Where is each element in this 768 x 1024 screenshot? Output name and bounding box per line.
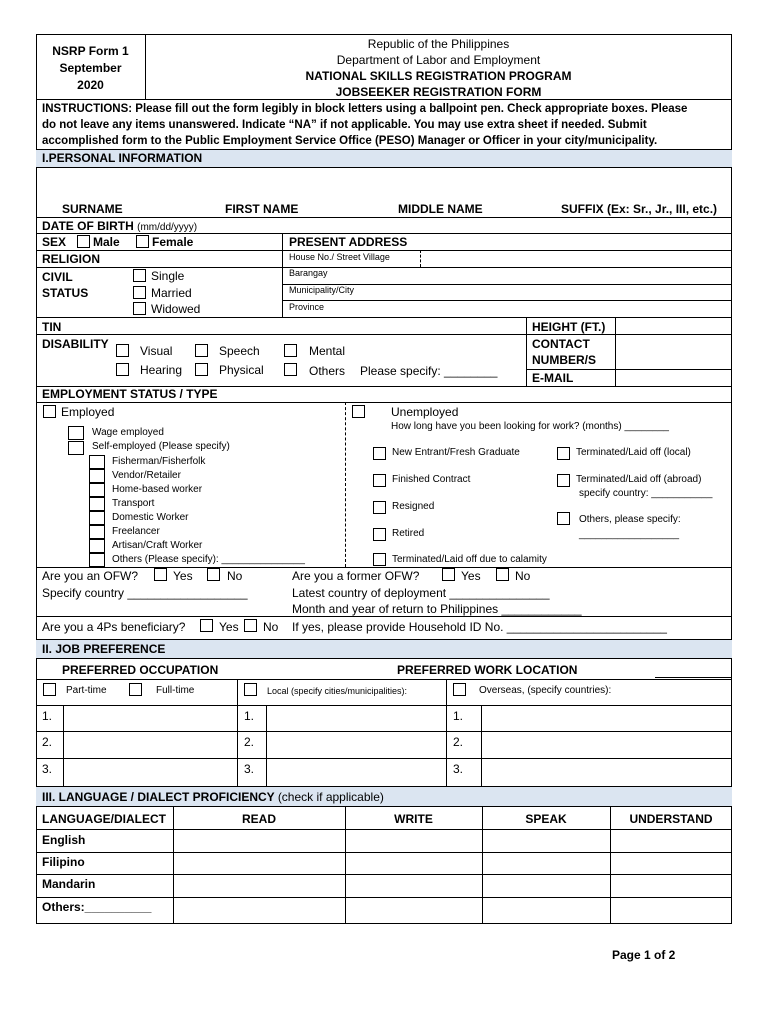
freelancer-checkbox[interactable] [89, 525, 105, 539]
are-ofw-label: Are you an OFW? [42, 569, 139, 583]
fourps-no-label: No [263, 620, 279, 634]
dob-label: DATE OF BIRTH (mm/dd/yyyy) [42, 219, 198, 233]
lang-header-write: WRITE [394, 812, 433, 826]
middle-name-label: MIDDLE NAME [398, 202, 483, 216]
fourps-label: Are you a 4Ps beneficiary? [42, 620, 186, 634]
transport-checkbox[interactable] [89, 497, 105, 511]
republic-line: Republic of the Philippines [367, 37, 510, 51]
full-time-checkbox[interactable] [129, 683, 142, 696]
ofw-yes-checkbox[interactable] [154, 568, 167, 581]
married-checkbox[interactable] [133, 286, 146, 299]
province-label: Province [289, 302, 325, 312]
unemployed-label: Unemployed [391, 405, 459, 419]
unemployed-checkbox[interactable] [352, 405, 365, 418]
abroad-country-label: specify country: ___________ [579, 488, 713, 499]
calamity-label: Terminated/Laid off due to calamity [392, 554, 547, 565]
overseas-label: Overseas, (specify countries): [479, 685, 612, 696]
lang-header-dialect: LANGUAGE/DIALECT [42, 812, 166, 826]
transport-label: Transport [112, 498, 155, 509]
form-title: JOBSEEKER REGISTRATION FORM [335, 85, 542, 99]
part-time-label: Part-time [66, 685, 107, 696]
vendor-label: Vendor/Retailer [112, 470, 181, 481]
header-bottom-line [36, 99, 732, 100]
visual-label: Visual [140, 344, 173, 358]
form-year: 2020 [77, 78, 104, 92]
others-disability-label: Others [309, 364, 346, 378]
form-id: NSRP Form 1 [52, 44, 129, 58]
self-employed-checkbox[interactable] [68, 441, 84, 455]
self-employed-label: Self-employed (Please specify) [92, 441, 230, 452]
lang-row-english: English [42, 833, 86, 847]
employment-title: EMPLOYMENT STATUS / TYPE [42, 387, 218, 401]
others-unemployed-label: Others, please specify: [579, 514, 681, 525]
physical-label: Physical [219, 363, 264, 377]
others-employed-checkbox[interactable] [89, 553, 105, 567]
program-line: NATIONAL SKILLS REGISTRATION PROGRAM [305, 69, 572, 83]
present-address-label: PRESENT ADDRESS [289, 235, 408, 249]
preferred-location-label: PREFERRED WORK LOCATION [397, 663, 578, 677]
ofw-no-label: No [227, 569, 243, 583]
latest-country: Latest country of deployment _______________ [292, 586, 550, 600]
ofw-yes-label: Yes [173, 569, 193, 583]
hearing-label: Hearing [140, 363, 183, 377]
home-based-checkbox[interactable] [89, 483, 105, 497]
overseas-1: 1. [453, 709, 464, 723]
personal-info-title: I.PERSONAL INFORMATION [42, 151, 203, 165]
overseas-3: 3. [453, 762, 464, 776]
email-label: E-MAIL [532, 371, 574, 385]
part-time-checkbox[interactable] [43, 683, 56, 696]
local-checkbox[interactable] [244, 683, 257, 696]
overseas-2: 2. [453, 735, 464, 749]
term-local-label: Terminated/Laid off (local) [576, 447, 691, 458]
lang-row-filipino: Filipino [42, 855, 85, 869]
others-unemployed-line: __________________ [579, 529, 680, 540]
surname-label: SURNAME [62, 202, 123, 216]
resigned-checkbox[interactable] [373, 501, 386, 514]
vendor-checkbox[interactable] [89, 469, 105, 483]
domestic-checkbox[interactable] [89, 511, 105, 525]
disability-label: DISABILITY [42, 337, 109, 351]
former-yes-label: Yes [461, 569, 481, 583]
others-disability-checkbox[interactable] [284, 363, 297, 376]
fourps-yes-checkbox[interactable] [200, 619, 213, 632]
barangay-label: Barangay [289, 268, 328, 278]
widowed-checkbox[interactable] [133, 302, 146, 315]
male-label: Male [93, 235, 120, 249]
first-name-label: FIRST NAME [225, 202, 299, 216]
wage-label: Wage employed [92, 427, 164, 438]
mental-label: Mental [309, 344, 346, 358]
how-long-label: How long have you been looking for work? (months) ________ [391, 421, 669, 432]
finished-contract-checkbox[interactable] [373, 474, 386, 487]
occupation-2: 2. [42, 735, 53, 749]
calamity-checkbox[interactable] [373, 553, 386, 566]
new-entrant-label: New Entrant/Fresh Graduate [392, 447, 520, 458]
physical-checkbox[interactable] [195, 363, 208, 376]
job-preference-title: II. JOB PREFERENCE [42, 642, 166, 656]
occupation-1: 1. [42, 709, 53, 723]
form-month: September [59, 61, 122, 75]
finished-contract-label: Finished Contract [392, 474, 471, 485]
local-2: 2. [244, 735, 255, 749]
preferred-occupation-label: PREFERRED OCCUPATION [62, 663, 219, 677]
domestic-label: Domestic Worker [112, 512, 189, 523]
local-3: 3. [244, 762, 255, 776]
page-number: Page 1 of 2 [612, 948, 676, 962]
height-label: HEIGHT (FT.) [532, 320, 606, 334]
overseas-checkbox[interactable] [453, 683, 466, 696]
household-id: If yes, please provide Household ID No. ________________________ [292, 620, 667, 634]
others-employed-label: Others (Please specify): _______________ [112, 554, 305, 565]
former-ofw-label: Are you a former OFW? [292, 569, 420, 583]
contact-label: CONTACT [532, 337, 590, 351]
sex-label: SEX [42, 235, 67, 249]
retired-label: Retired [392, 528, 425, 539]
disability-specify: Please specify: ________ [360, 364, 498, 378]
former-yes-checkbox[interactable] [442, 568, 455, 581]
suffix-label: SUFFIX (Ex: Sr., Jr., III, etc.) [561, 202, 718, 216]
department-line: Department of Labor and Employment [336, 53, 541, 67]
number-label: NUMBER/S [532, 353, 597, 367]
former-no-label: No [515, 569, 531, 583]
widowed-label: Widowed [151, 302, 201, 316]
single-label: Single [151, 269, 185, 283]
employed-checkbox[interactable] [43, 405, 56, 418]
male-checkbox[interactable] [77, 235, 90, 248]
civil-label: CIVIL [42, 270, 73, 284]
former-no-checkbox[interactable] [496, 568, 509, 581]
local-label: Local (specify cities/municipalities): [267, 686, 408, 696]
month-return: Month and year of return to Philippines ____________ [292, 602, 582, 616]
lang-row-mandarin: Mandarin [42, 877, 96, 891]
lang-header-read: READ [241, 812, 276, 826]
municipality-label: Municipality/City [289, 285, 355, 295]
ofw-no-checkbox[interactable] [207, 568, 220, 581]
tin-label: TIN [42, 320, 62, 334]
mental-checkbox[interactable] [284, 344, 297, 357]
lang-row-others: Others:__________ [42, 900, 152, 914]
religion-label: RELIGION [42, 252, 101, 266]
fisherman-checkbox[interactable] [89, 455, 105, 469]
speech-checkbox[interactable] [195, 344, 208, 357]
occupation-3: 3. [42, 762, 53, 776]
local-1: 1. [244, 709, 255, 723]
retired-checkbox[interactable] [373, 528, 386, 541]
speech-label: Speech [219, 344, 260, 358]
full-time-label: Full-time [156, 685, 195, 696]
visual-checkbox[interactable] [116, 344, 129, 357]
fourps-no-checkbox[interactable] [244, 619, 257, 632]
instructions-line-3: accomplished form to the Public Employment Service Office (PESO) Manager or Officer in your city/municipality. [42, 135, 658, 147]
specify-country: Specify country __________________ [42, 586, 248, 600]
female-label: Female [152, 235, 194, 249]
single-checkbox[interactable] [133, 269, 146, 282]
lang-header-speak: SPEAK [525, 812, 567, 826]
term-abroad-checkbox[interactable] [557, 474, 570, 487]
house-no-label: House No./ Street Village [289, 252, 390, 262]
lang-header-understand: UNDERSTAND [629, 812, 713, 826]
hearing-checkbox[interactable] [116, 363, 129, 376]
others-unemployed-checkbox[interactable] [557, 512, 570, 525]
status-label: STATUS [42, 286, 89, 300]
new-entrant-checkbox[interactable] [373, 447, 386, 460]
instructions-line-2: do not leave any items unanswered. Indicate “NA” if not applicable. You may use extra sheet if needed. Submit [42, 119, 647, 131]
language-title: III. LANGUAGE / DIALECT PROFICIENCY (check if applicable) [42, 790, 384, 804]
employed-label: Employed [61, 405, 115, 419]
home-based-label: Home-based worker [112, 484, 203, 495]
term-local-checkbox[interactable] [557, 447, 570, 460]
instructions-line-1: INSTRUCTIONS: Please fill out the form legibly in block letters using a ballpoint pen. Check appropriate boxes. Please [42, 103, 688, 115]
married-label: Married [151, 286, 192, 300]
female-checkbox[interactable] [136, 235, 149, 248]
wage-checkbox[interactable] [68, 426, 84, 440]
artisan-checkbox[interactable] [89, 539, 105, 553]
resigned-label: Resigned [392, 501, 435, 512]
fisherman-label: Fisherman/Fisherfolk [112, 456, 206, 467]
term-abroad-label: Terminated/Laid off (abroad) [576, 474, 702, 485]
fourps-yes-label: Yes [219, 620, 239, 634]
artisan-label: Artisan/Craft Worker [112, 540, 203, 551]
freelancer-label: Freelancer [112, 526, 160, 537]
